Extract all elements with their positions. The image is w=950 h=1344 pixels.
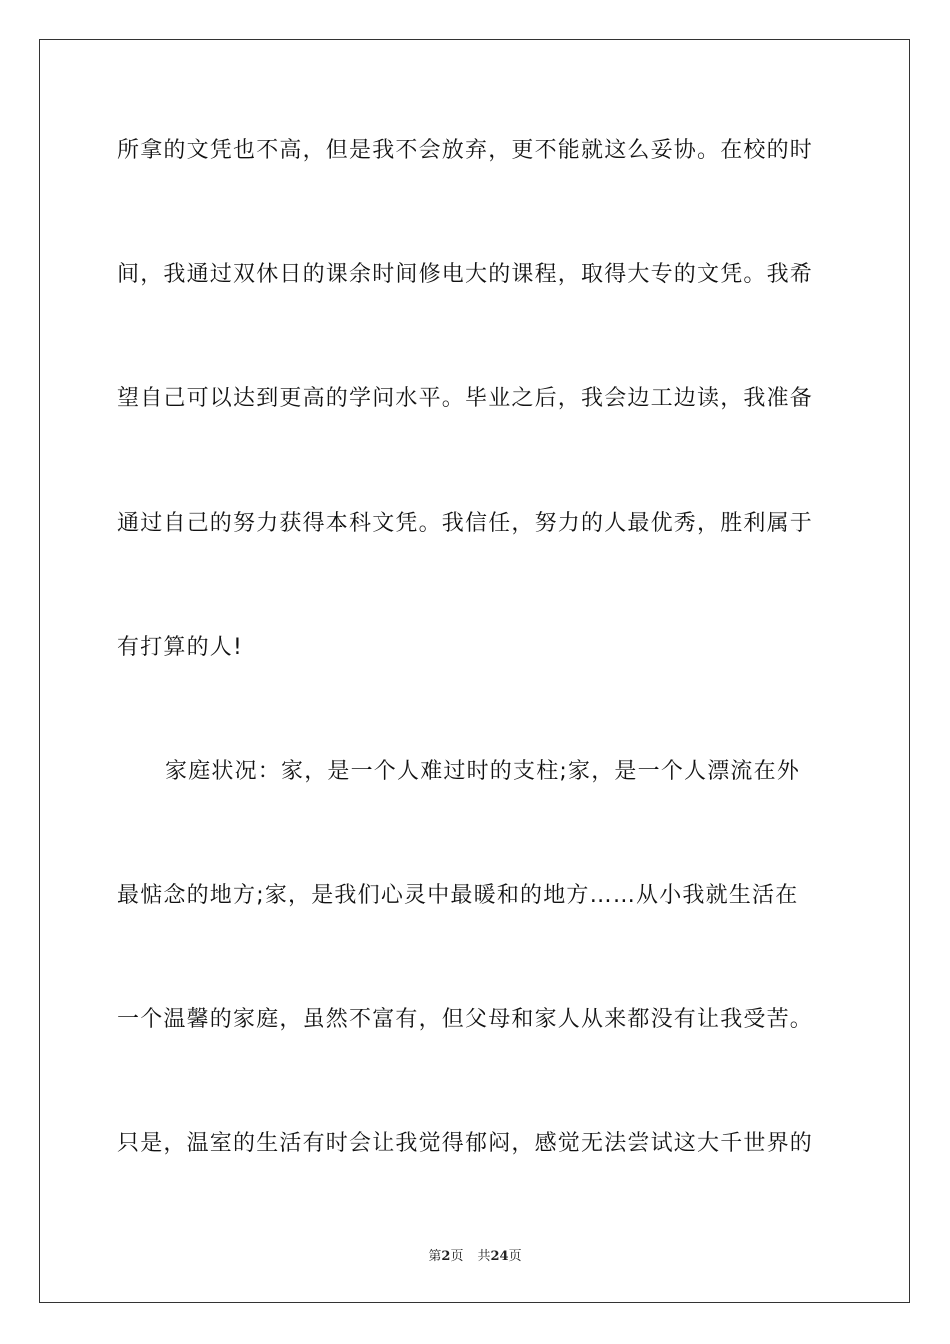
total-suffix: 页: [508, 1249, 522, 1264]
page-footer: [0, 1245, 950, 1264]
text-line: 最惦念的地方;家，是我们心灵中最暖和的地方……从小我就生活在: [117, 883, 799, 908]
page-number: 2: [441, 1249, 451, 1264]
total-pages: 24: [490, 1249, 509, 1264]
total-prefix: 共: [477, 1249, 491, 1264]
page-suffix: 页: [450, 1249, 464, 1264]
text-line: 一个温馨的家庭，虽然不富有，但父母和家人从来都没有让我受苦。: [117, 1007, 814, 1032]
text-line: 所拿的文凭也不高，但是我不会放弃，更不能就这么妥协。在校的时: [117, 138, 814, 163]
text-line: 间，我通过双休日的课余时间修电大的课程，取得大专的文凭。我希: [117, 262, 814, 287]
text-line: 只是，温室的生活有时会让我觉得郁闷，感觉无法尝试这大千世界的: [117, 1131, 814, 1156]
text-line: 望自己可以达到更高的学问水平。毕业之后，我会边工边读，我准备: [117, 386, 814, 411]
paragraph-first-line: 家庭状况：家，是一个人难过时的支柱;家，是一个人漂流在外: [165, 759, 801, 784]
text-line: 通过自己的努力获得本科文凭。我信任，努力的人最优秀，胜利属于: [117, 511, 814, 536]
text-line: 有打算的人!: [117, 635, 244, 660]
page-border: [39, 39, 910, 1303]
page-prefix: 第: [428, 1249, 442, 1264]
